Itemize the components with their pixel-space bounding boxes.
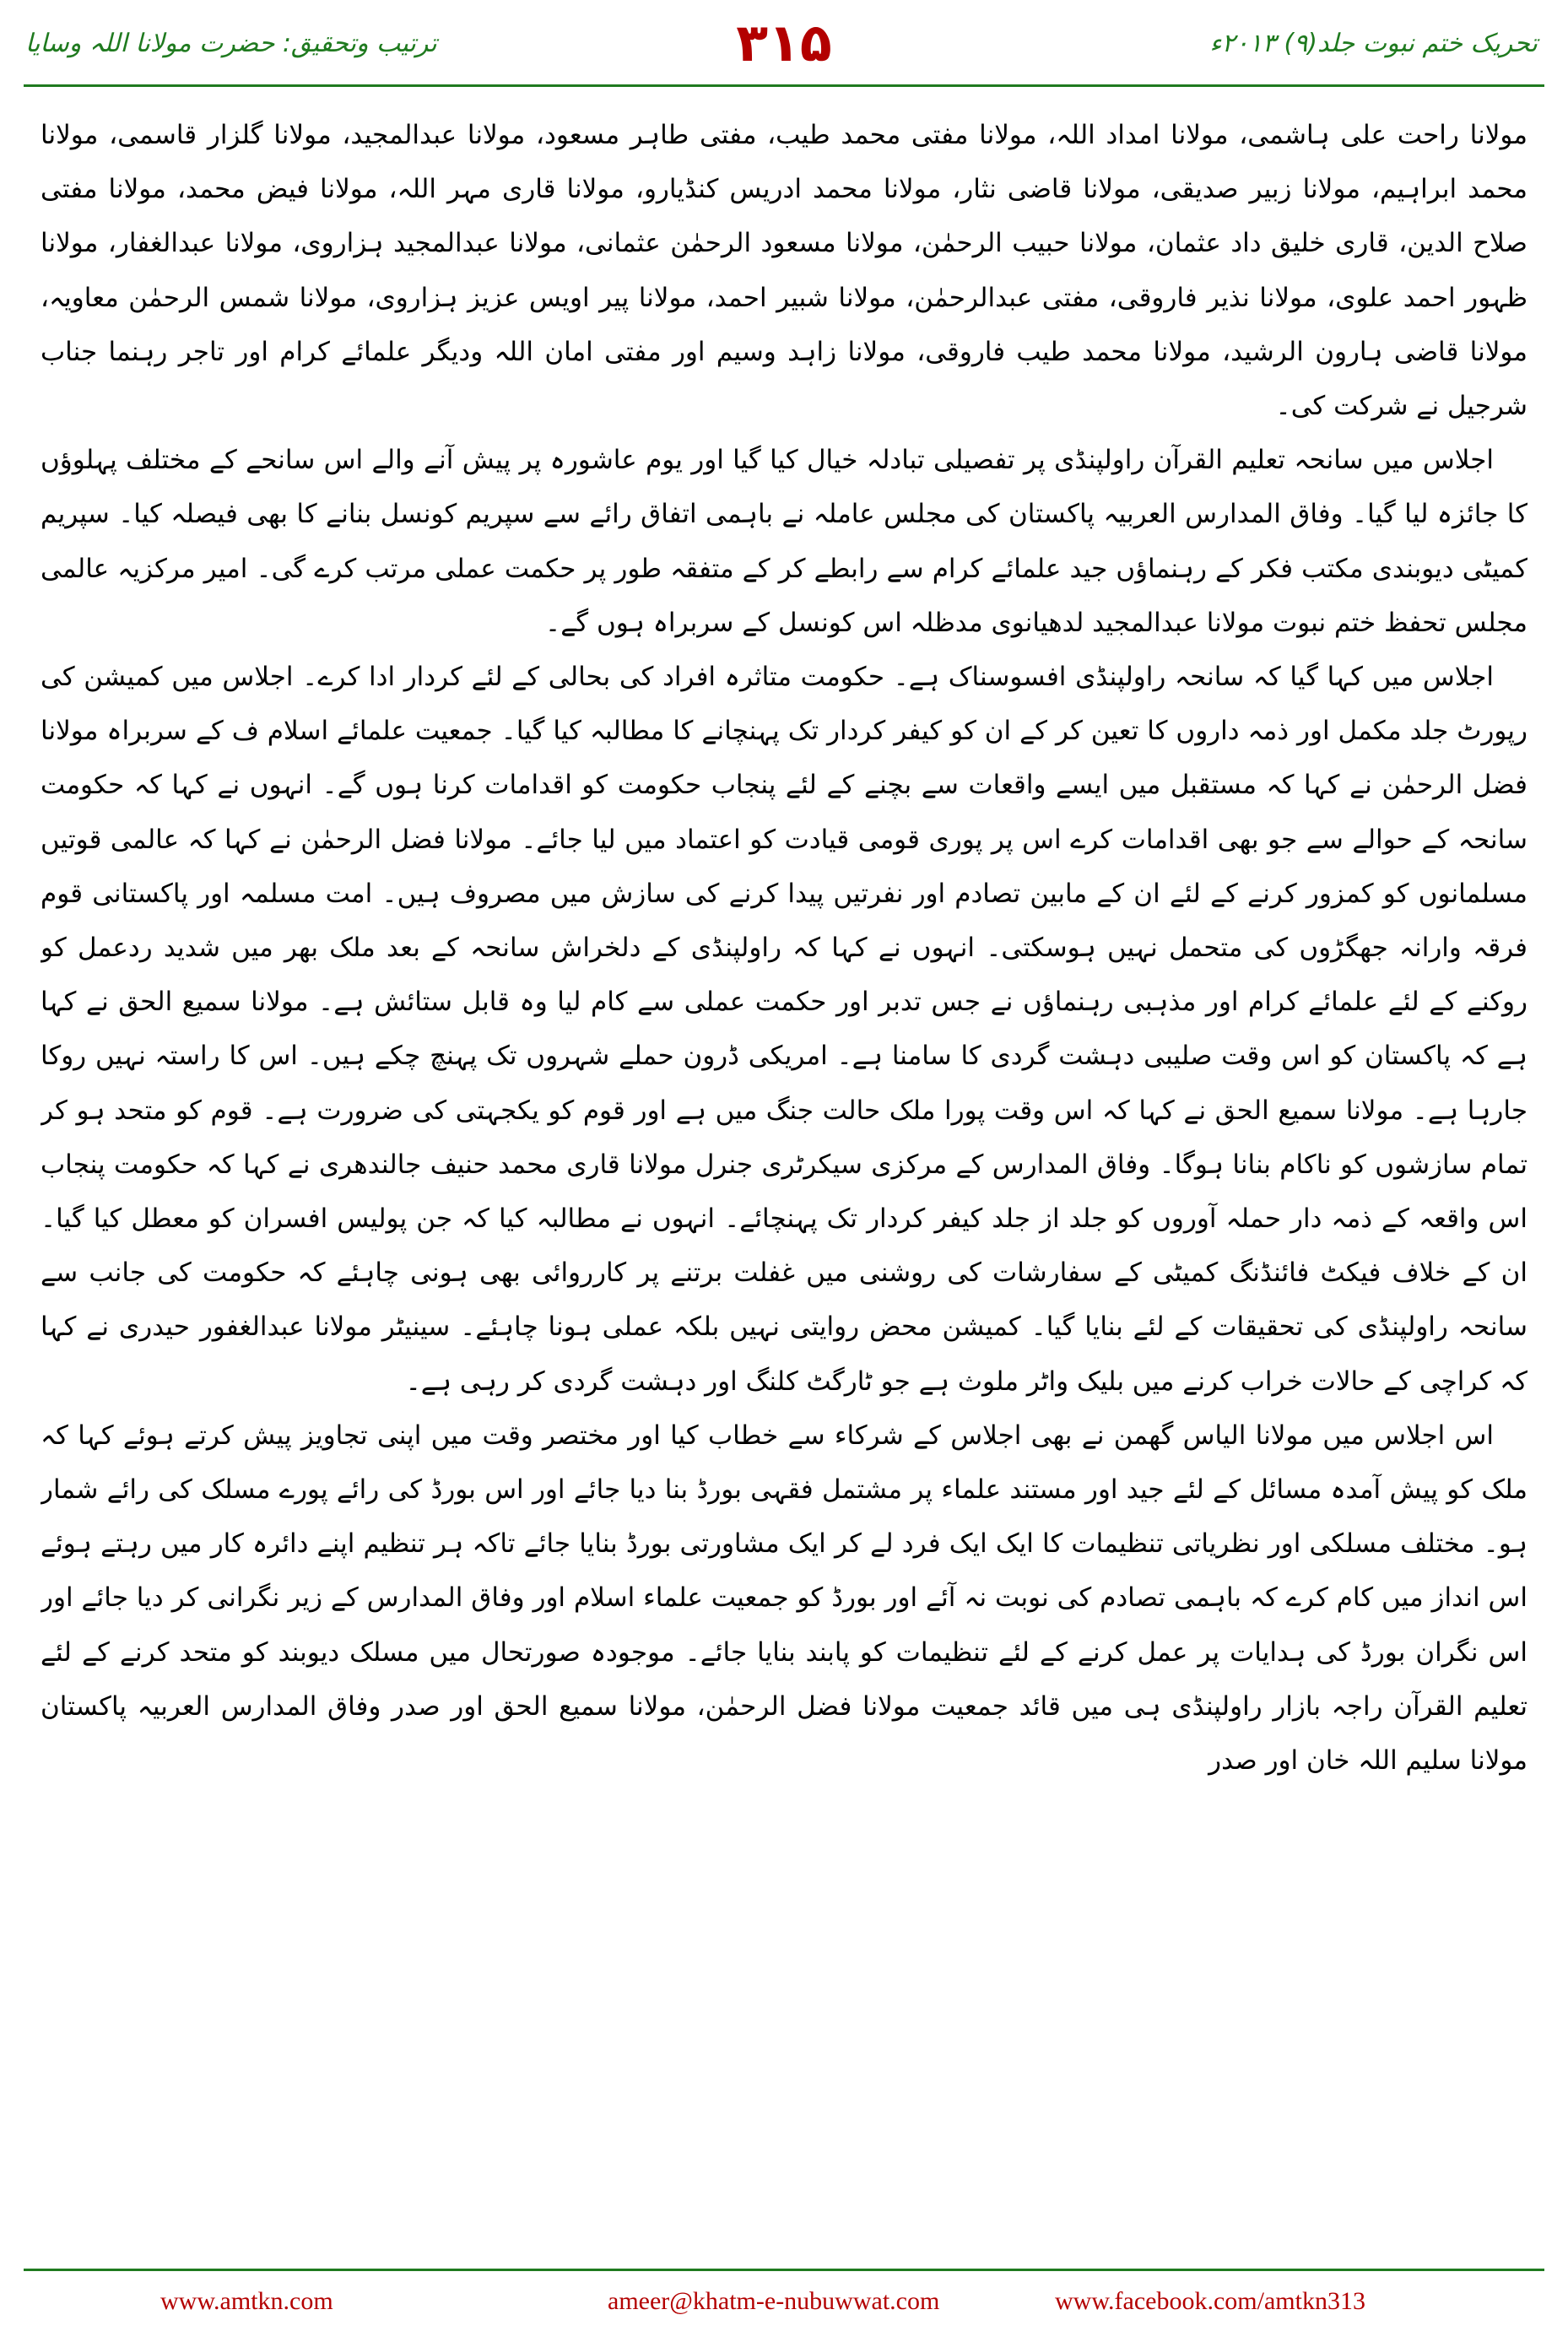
- footer-website-link[interactable]: www.amtkn.com: [160, 2287, 333, 2315]
- footer-facebook-link[interactable]: www.facebook.com/amtkn313: [1055, 2287, 1365, 2315]
- page-body: [41, 108, 1527, 2235]
- footer-divider: [24, 2269, 1544, 2271]
- header-divider: [24, 84, 1544, 87]
- paragraph-meeting-statements: اجلاس میں کہا گیا کہ سانحہ راولپنڈی افسوسناک ہے۔ حکومت متاثرہ افراد کی بحالی کے لئے کردار ادا کرے۔ اجلاس میں کمیشن کی رپورٹ جلد مکمل اور ذمہ داروں کا تعین کر کے ان کو کیفر کردار تک پہنچانے کا مطالبہ کیا گیا۔ جمعیت علمائے اسلام ف کے سربراہ مولانا فضل الرحمٰن نے کہا کہ مستقبل میں ایسے واقعات سے بچنے کے لئے پنجاب حکومت کو اقدامات کرنا ہوں گے۔ انہوں نے کہا کہ حکومت سانحہ کے حوالے سے جو بھی اقدامات کرے اس پر پوری قومی قیادت کو اعتماد میں لیا جائے۔ مولانا فضل الرحمٰن نے کہا کہ عالمی قوتیں مسلمانوں کو کمزور کرنے کے لئے ان کے مابین تصادم اور نفرتیں پیدا کرنے کی سازش میں مصروف ہیں۔ امت مسلمہ اور پاکستانی قوم فرقہ وارانہ جھگڑوں کی متحمل نہیں ہوسکتی۔ انہوں نے کہا کہ راولپنڈی کے دلخراش سانحہ کے بعد ملک بھر میں شدید ردعمل کو روکنے کے لئے علمائے کرام اور مذہبی رہنماؤں نے جس تدبر اور حکمت عملی سے کام لیا وہ قابل ستائش ہے۔ مولانا سمیع الحق نے کہا ہے کہ پاکستان کو اس وقت صلیبی دہشت گردی کا سامنا ہے۔ امریکی ڈرون حملے شہروں تک پہنچ چکے ہیں۔ اس کا راستہ نہیں روکا جارہا ہے۔ مولانا سمیع الحق نے کہا کہ اس وقت پورا ملک حالت جنگ میں ہے اور قوم کو یکجہتی کی ضرورت ہے۔ قوم کو متحد ہو کر تمام سازشوں کو ناکام بنانا ہوگا۔ وفاق المدارس کے مرکزی سیکرٹری جنرل مولانا قاری محمد حنیف جالندھری نے کہا کہ حکومت پنجاب اس واقعہ کے ذمہ دار حملہ آوروں کو جلد از جلد کیفر کردار تک پہنچائے۔ انہوں نے مطالبہ کیا کہ جن پولیس افسران کو معطل کیا گیا۔ ان کے خلاف فیکٹ فائنڈنگ کمیٹی کے سفارشات کی روشنی میں غفلت برتنے پر کارروائی بھی ہونی چاہئے کہ حکومت کی جانب سے سانحہ راولپنڈی کی تحقیقات کے لئے بنایا گیا۔ کمیشن محض روایتی نہیں بلکہ عملی ہونا چاہئے۔ سینیٹر مولانا عبدالغفور حیدری نے کہا کہ کراچی کے حالات خراب کرنے میں بلیک واٹر ملوث ہے جو ٹارگٹ کلنگ اور دہشت گردی کر رہی ہے۔: [41, 662, 1527, 1397]
- page-footer: [0, 2269, 1568, 2319]
- footer-email-link[interactable]: ameer@khatm-e-nubuwwat.com: [608, 2287, 940, 2315]
- header-book-title: تحریک ختم نبوت جلد(۹) ۲۰۱۳ء: [1209, 29, 1538, 58]
- paragraph-attendees: مولانا راحت علی ہاشمی، مولانا امداد اللہ، مولانا مفتی محمد طیب، مفتی طاہر مسعود، مولانا عبدالمجید، مولانا گلزار قاسمی، مولانا محمد ابراہیم، مولانا زبیر صدیقی، مولانا قاضی نثار، مولانا محمد ادریس کنڈیارو، مولانا قاری مہر اللہ، مولانا فیض محمد، مولانا مفتی صلاح الدین، قاری خلیق داد عثمان، مولانا حبیب الرحمٰن، مولانا مسعود الرحمٰن عثمانی، مولانا عبدالمجید ہزاروی، مولانا عبدالغفار، مولانا ظہور احمد علوی، مولانا نذیر فاروقی، مفتی عبدالرحمٰن، مولانا شبیر احمد، مولانا پیر اویس عزیز ہزاروی، مولانا شمس الرحمٰن معاویہ، مولانا قاضی ہارون الرشید، مولانا محمد طیب فاروقی، مولانا زاہد وسیم اور مفتی امان اللہ ودیگر علمائے کرام اور تاجر رہنما جناب شرجیل نے شرکت کی۔: [41, 120, 1527, 422]
- header-compiler-credit: ترتیب وتحقیق: حضرت مولانا اللہ وسایا: [25, 29, 437, 58]
- page-number: ۳۱۵: [736, 12, 832, 73]
- paragraph-meeting-discussion: اجلاس میں سانحہ تعلیم القرآن راولپنڈی پر تفصیلی تبادلہ خیال کیا گیا اور یوم عاشورہ پر پیش آنے والے اس سانحے کے مختلف پہلوؤں کا جائزہ لیا گیا۔ وفاق المدارس العربیہ پاکستان کی مجلس عاملہ نے باہمی اتفاق رائے سے سپریم کونسل بنانے کا بھی فیصلہ کیا۔ سپریم کمیٹی دیوبندی مکتب فکر کے رہنماؤں جید علمائے کرام سے رابطے کر کے متفقہ طور پر حکمت عملی مرتب کرے گی۔ امیر مرکزیہ عالمی مجلس تحفظ ختم نبوت مولانا عبدالمجید لدھیانوی مدظلہ اس کونسل کے سربراہ ہوں گے۔: [41, 445, 1527, 638]
- page-header: [0, 0, 1568, 93]
- paragraph-proposals: اس اجلاس میں مولانا الیاس گھمن نے بھی اجلاس کے شرکاء سے خطاب کیا اور مختصر وقت میں اپنی تجاویز پیش کرتے ہوئے کہا کہ ملک کو پیش آمدہ مسائل کے لئے جید اور مستند علماء پر مشتمل فقہی بورڈ بنا دیا جائے اور اس بورڈ کی رائے پورے مسلک کی رائے شمار ہو۔ مختلف مسلکی اور نظریاتی تنظیمات کا ایک ایک فرد لے کر ایک مشاورتی بورڈ بنایا جائے تاکہ ہر تنظیم اپنے دائرہ کار میں رہتے ہوئے اس انداز میں کام کرے کہ باہمی تصادم کی نوبت نہ آئے اور بورڈ کو جمعیت علماء اسلام اور وفاق المدارس کے زیر نگرانی کر دیا جائے اور اس نگران بورڈ کی ہدایات پر عمل کرنے کے لئے تنظیمات کو پابند بنایا جائے۔ موجودہ صورتحال میں مسلک دیوبند کو متحد کرنے کے لئے تعلیم القرآن راجہ بازار راولپنڈی ہی میں قائد جمعیت مولانا فضل الرحمٰن، مولانا سمیع الحق اور صدر وفاق المدارس العربیہ پاکستان مولانا سلیم اللہ خان اور صدر: [41, 1420, 1527, 1777]
